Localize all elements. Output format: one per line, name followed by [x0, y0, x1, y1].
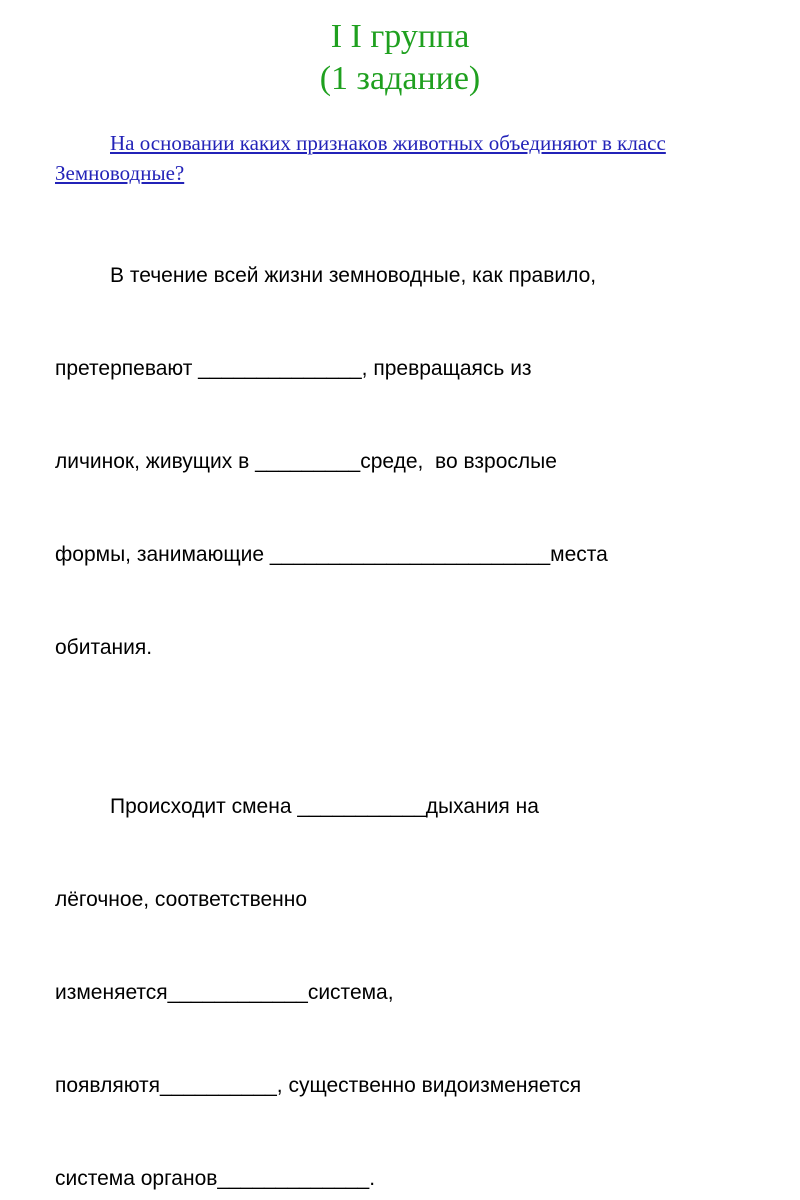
p1-line-4: формы, занимающие ________________________места: [55, 543, 608, 566]
p2-line-4: появляютя__________, существенно видоизменяется: [55, 1074, 582, 1097]
p2-line-2: лёгочное, соответственно: [55, 888, 308, 911]
question-link[interactable]: [55, 128, 755, 188]
p1-line-5: обитания.: [55, 636, 153, 659]
title-line-1: I I группа: [330, 18, 470, 55]
p2-line-1: Происходит смена ___________дыхания на: [110, 795, 539, 818]
p2-line-3: изменяется____________система,: [55, 981, 394, 1004]
p1-line-1: В течение всей жизни земноводные, как правило,: [110, 264, 597, 287]
p1-line-2: претерпевают ______________, превращаясь из: [55, 357, 532, 380]
p1-line-3: личинок, живущих в _________среде, во взрослые: [55, 450, 557, 473]
task-body: [55, 198, 775, 1200]
slide-title: [0, 16, 800, 100]
paragraph-1: [55, 198, 775, 725]
paragraph-2: [55, 729, 775, 1200]
question-text[interactable]: На основании каких признаков животных объединяют в класс Земноводные?: [55, 131, 666, 185]
title-line-2: (1 задание): [319, 60, 481, 97]
p2-line-5: система органов_____________.: [55, 1167, 376, 1190]
